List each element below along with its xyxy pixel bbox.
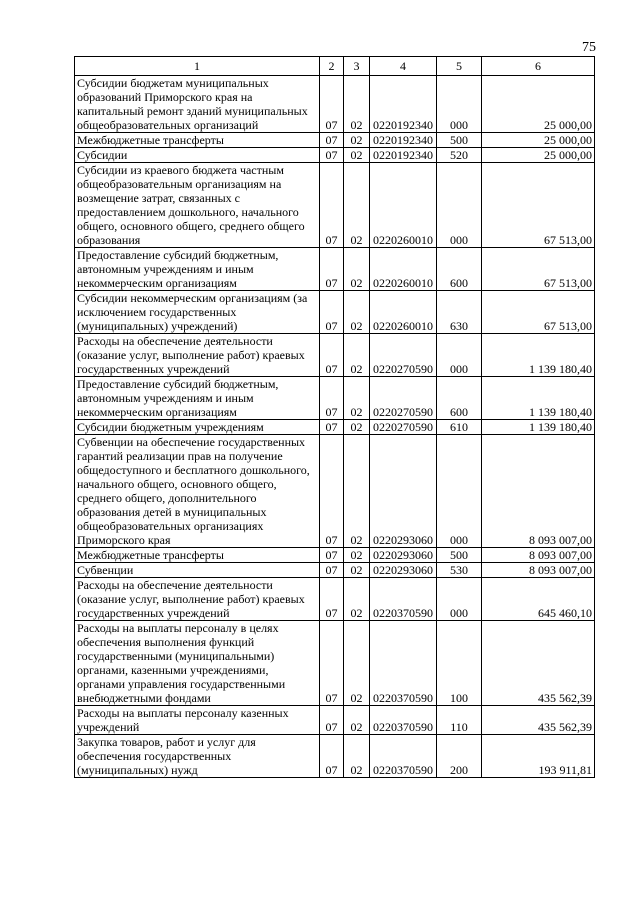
cell-target-code: 0220270590 [370, 420, 437, 435]
cell-expense-type: 520 [437, 148, 482, 163]
cell-amount: 25 000,00 [482, 76, 595, 133]
cell-amount: 8 093 007,00 [482, 563, 595, 578]
cell-amount: 645 460,10 [482, 578, 595, 621]
cell-name: Закупка товаров, работ и услуг для обеспечения государственных (муниципальных) нужд [75, 735, 320, 778]
cell-name: Расходы на обеспечение деятельности (оказание услуг, выполнение работ) краевых государственных учреждений [75, 578, 320, 621]
header-row [75, 57, 595, 76]
cell-subsection: 02 [344, 435, 370, 548]
cell-name: Субвенции [75, 563, 320, 578]
cell-name: Субвенции на обеспечение государственных гарантий реализации прав на получение общедоступного и бесплатного дошкольного, начального общего, основного общего, среднего общего, дополнительного образования детей в муниципальных общеобразовательных организациях Приморского края [75, 435, 320, 548]
table-row [75, 420, 595, 435]
cell-target-code: 0220260010 [370, 248, 437, 291]
cell-name: Межбюджетные трансферты [75, 133, 320, 148]
cell-amount: 435 562,39 [482, 706, 595, 735]
cell-section: 07 [320, 133, 344, 148]
table-header [75, 57, 595, 76]
cell-expense-type: 000 [437, 334, 482, 377]
cell-expense-type: 000 [437, 578, 482, 621]
cell-name: Расходы на обеспечение деятельности (оказание услуг, выполнение работ) краевых государственных учреждений [75, 334, 320, 377]
cell-section: 07 [320, 435, 344, 548]
cell-amount: 67 513,00 [482, 248, 595, 291]
table-row [75, 248, 595, 291]
cell-target-code: 0220260010 [370, 291, 437, 334]
table-row [75, 563, 595, 578]
table-row [75, 291, 595, 334]
cell-name: Межбюджетные трансферты [75, 548, 320, 563]
table-row [75, 706, 595, 735]
header-col-1: 1 [75, 57, 320, 76]
header-col-6: 6 [482, 57, 595, 76]
cell-subsection: 02 [344, 420, 370, 435]
cell-amount: 8 093 007,00 [482, 548, 595, 563]
cell-section: 07 [320, 548, 344, 563]
cell-subsection: 02 [344, 291, 370, 334]
cell-name: Расходы на выплаты персоналу казенных учреждений [75, 706, 320, 735]
table-row [75, 148, 595, 163]
cell-section: 07 [320, 563, 344, 578]
cell-section: 07 [320, 420, 344, 435]
table-row [75, 377, 595, 420]
cell-section: 07 [320, 76, 344, 133]
cell-target-code: 0220192340 [370, 76, 437, 133]
cell-subsection: 02 [344, 248, 370, 291]
cell-name: Предоставление субсидий бюджетным, автономным учреждениям и иным некоммерческим организациям [75, 248, 320, 291]
cell-target-code: 0220192340 [370, 133, 437, 148]
header-col-3: 3 [344, 57, 370, 76]
cell-section: 07 [320, 248, 344, 291]
cell-name: Субсидии бюджетам муниципальных образований Приморского края на капитальный ремонт зданий муниципальных общеобразовательных организаций [75, 76, 320, 133]
cell-amount: 25 000,00 [482, 148, 595, 163]
header-col-5: 5 [437, 57, 482, 76]
cell-subsection: 02 [344, 563, 370, 578]
cell-expense-type: 000 [437, 163, 482, 248]
cell-subsection: 02 [344, 548, 370, 563]
cell-target-code: 0220370590 [370, 706, 437, 735]
table-row [75, 578, 595, 621]
cell-section: 07 [320, 148, 344, 163]
cell-expense-type: 600 [437, 248, 482, 291]
cell-section: 07 [320, 291, 344, 334]
table-row [75, 735, 595, 778]
cell-target-code: 0220192340 [370, 148, 437, 163]
table-body [75, 76, 595, 778]
cell-target-code: 0220370590 [370, 621, 437, 706]
cell-target-code: 0220370590 [370, 578, 437, 621]
cell-subsection: 02 [344, 578, 370, 621]
cell-subsection: 02 [344, 706, 370, 735]
cell-subsection: 02 [344, 621, 370, 706]
cell-subsection: 02 [344, 735, 370, 778]
cell-amount: 193 911,81 [482, 735, 595, 778]
table-row [75, 133, 595, 148]
table-row [75, 621, 595, 706]
cell-amount: 1 139 180,40 [482, 420, 595, 435]
cell-target-code: 0220270590 [370, 377, 437, 420]
cell-section: 07 [320, 621, 344, 706]
cell-target-code: 0220270590 [370, 334, 437, 377]
cell-name: Предоставление субсидий бюджетным, автономным учреждениям и иным некоммерческим организациям [75, 377, 320, 420]
cell-expense-type: 500 [437, 548, 482, 563]
cell-name: Субсидии из краевого бюджета частным общеобразовательным организациям на возмещение затрат, связанных с предоставлением дошкольного, начального общего, основного общего, среднего общего образования [75, 163, 320, 248]
cell-expense-type: 630 [437, 291, 482, 334]
cell-amount: 25 000,00 [482, 133, 595, 148]
cell-subsection: 02 [344, 148, 370, 163]
cell-expense-type: 600 [437, 377, 482, 420]
cell-subsection: 02 [344, 76, 370, 133]
page-number: 75 [582, 40, 596, 55]
cell-subsection: 02 [344, 163, 370, 248]
cell-target-code: 0220293060 [370, 435, 437, 548]
header-col-2: 2 [320, 57, 344, 76]
cell-name: Субсидии [75, 148, 320, 163]
cell-subsection: 02 [344, 133, 370, 148]
cell-amount: 67 513,00 [482, 291, 595, 334]
cell-amount: 67 513,00 [482, 163, 595, 248]
cell-subsection: 02 [344, 377, 370, 420]
cell-section: 07 [320, 377, 344, 420]
cell-amount: 1 139 180,40 [482, 334, 595, 377]
cell-subsection: 02 [344, 334, 370, 377]
table-row [75, 163, 595, 248]
cell-target-code: 0220370590 [370, 735, 437, 778]
cell-amount: 8 093 007,00 [482, 435, 595, 548]
cell-section: 07 [320, 706, 344, 735]
cell-expense-type: 000 [437, 435, 482, 548]
cell-section: 07 [320, 334, 344, 377]
cell-expense-type: 000 [437, 76, 482, 133]
cell-expense-type: 110 [437, 706, 482, 735]
cell-target-code: 0220260010 [370, 163, 437, 248]
table-row [75, 76, 595, 133]
cell-expense-type: 610 [437, 420, 482, 435]
cell-name: Субсидии некоммерческим организациям (за исключением государственных (муниципальных) учреждений) [75, 291, 320, 334]
cell-expense-type: 500 [437, 133, 482, 148]
cell-name: Расходы на выплаты персоналу в целях обеспечения выполнения функций государственными (муниципальными) органами, казенными учреждениями, органами управления государственными внебюджетными фондами [75, 621, 320, 706]
header-col-4: 4 [370, 57, 437, 76]
cell-expense-type: 530 [437, 563, 482, 578]
table-row [75, 435, 595, 548]
cell-section: 07 [320, 163, 344, 248]
cell-section: 07 [320, 578, 344, 621]
cell-expense-type: 100 [437, 621, 482, 706]
cell-name: Субсидии бюджетным учреждениям [75, 420, 320, 435]
table-row [75, 334, 595, 377]
cell-amount: 435 562,39 [482, 621, 595, 706]
budget-table [74, 56, 595, 778]
cell-target-code: 0220293060 [370, 548, 437, 563]
cell-target-code: 0220293060 [370, 563, 437, 578]
cell-section: 07 [320, 735, 344, 778]
table-row [75, 548, 595, 563]
cell-expense-type: 200 [437, 735, 482, 778]
cell-amount: 1 139 180,40 [482, 377, 595, 420]
